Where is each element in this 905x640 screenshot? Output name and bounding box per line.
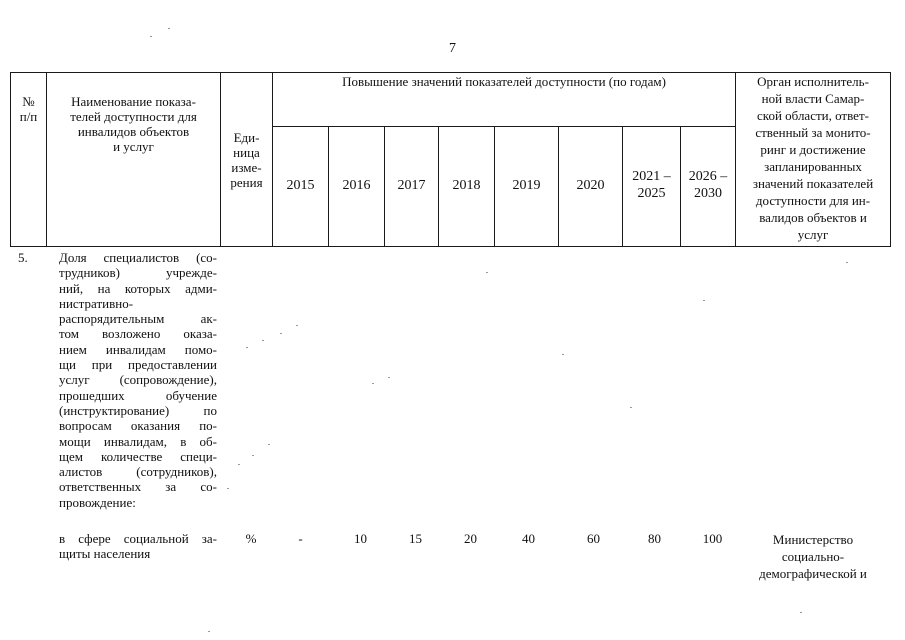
header-year-2017: 2017 bbox=[397, 178, 426, 193]
header-year-2020: 2020 bbox=[576, 178, 605, 193]
header-year-2018: 2018 bbox=[452, 178, 481, 193]
page-number: 7 bbox=[449, 41, 456, 56]
subrow-value-2026-2030: 100 bbox=[702, 531, 723, 546]
subrow-value-2018: 20 bbox=[464, 531, 477, 546]
header-year-2019: 2019 bbox=[512, 178, 541, 193]
header-year-2015: 2015 bbox=[286, 178, 315, 193]
subrow-responsible-authority: Министерство социально- демографической и bbox=[759, 532, 867, 581]
subrow-value-2019: 40 bbox=[522, 531, 535, 546]
row-description: Доля специалистов (со- трудников) учрежде- ний, на которых адми- нистративно- распорядительным ак- том возложено оказа- нием инвалидам помо- щи при предоставлении услуг (сопровождение), прошедших обучение (инструктирование) по вопросам оказания по- мощи инвалидам, в об- щем количестве специ- алистов (сотрудников), ответственных за со- провождение: bbox=[59, 250, 217, 510]
header-unit: Еди- ница изме- рения bbox=[230, 130, 263, 190]
subrow-value-2016: 10 bbox=[354, 531, 367, 546]
header-year-2021-2025: 2021 – 2025 bbox=[632, 169, 671, 201]
header-years-group-title: Повышение значений показателей доступности (по годам) bbox=[342, 74, 666, 89]
header-year-2026-2030: 2026 – 2030 bbox=[688, 169, 728, 201]
header-number-column: № п/п bbox=[19, 94, 38, 124]
header-year-2016: 2016 bbox=[342, 178, 371, 193]
subrow-value-2015: - bbox=[298, 531, 303, 546]
header-responsible-authority: Орган исполнитель- ной власти Самар- ской области, ответ- ственный за монито- ринг и достижение запланированных значений показателей доступности для ин- валидов объектов и услуг bbox=[752, 74, 874, 242]
subrow-value-2017: 15 bbox=[409, 531, 422, 546]
row-number: 5. bbox=[18, 250, 28, 265]
subrow-label: в сфере социальной за- щиты населения bbox=[59, 531, 217, 562]
subrow-unit: % bbox=[245, 531, 257, 546]
subrow-value-2021-2025: 80 bbox=[648, 531, 661, 546]
subrow-value-2020: 60 bbox=[587, 531, 600, 546]
header-indicator-name: Наименование показа- телей доступности для инвалидов объектов и услуг bbox=[70, 94, 197, 154]
